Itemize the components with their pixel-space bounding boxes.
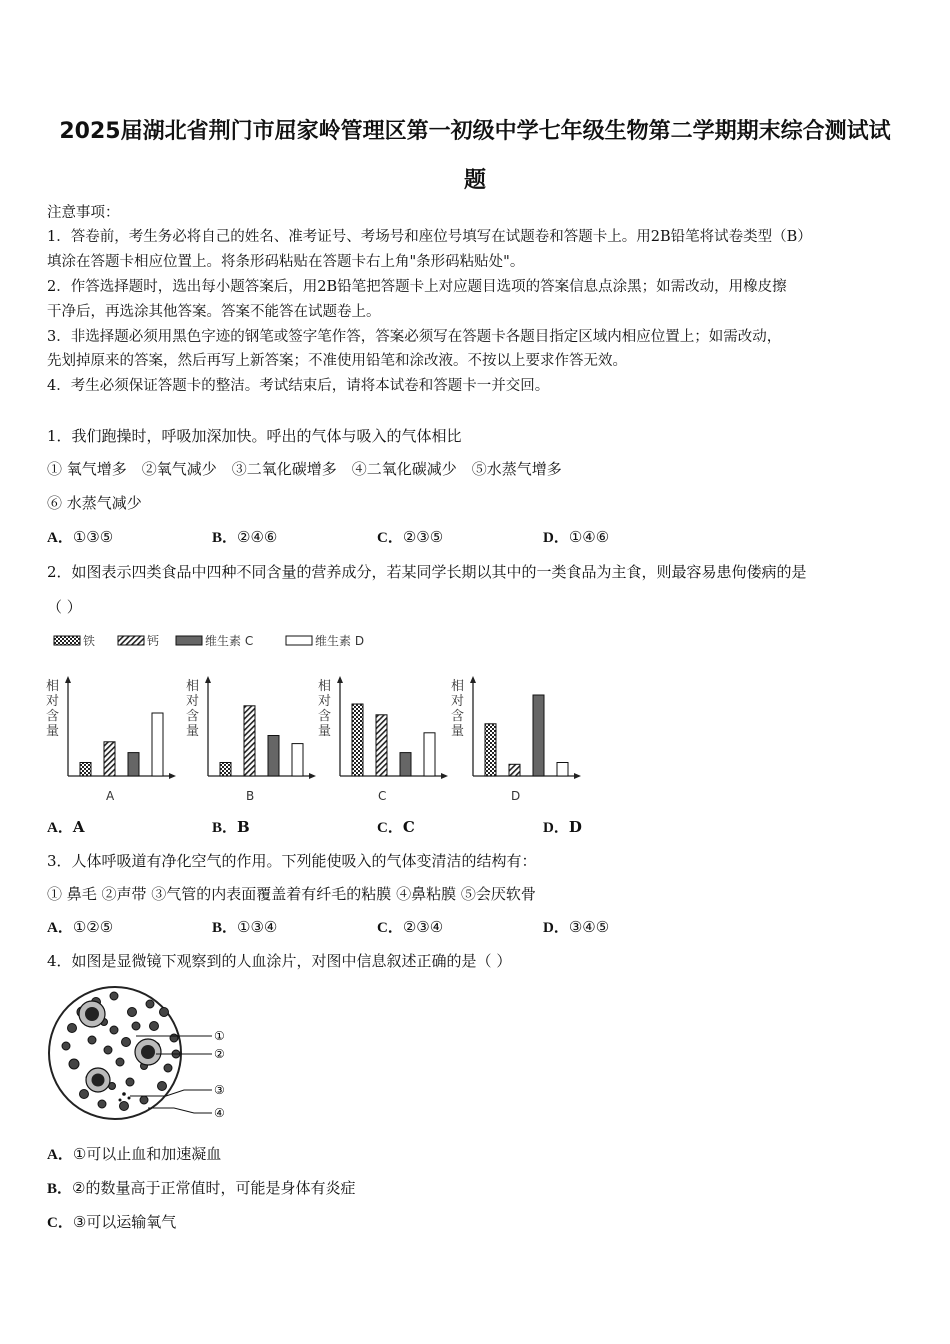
- legend-label: 铁: [83, 634, 96, 648]
- q3-items: ① 鼻毛 ②声带 ③气管的内表面覆盖着有纤毛的粘膜 ④鼻粘膜 ⑤会厌软骨: [47, 885, 536, 903]
- bar-D-3: [533, 695, 544, 776]
- q4-option-b[interactable]: B．②的数量高于正常值时，可能是身体有炎症: [47, 1179, 356, 1197]
- nutrition-bar-chart: [40, 628, 600, 808]
- q1-items-line1: ① 氧气增多 ②氧气减少 ③二氧化碳增多 ④二氧化碳减少 ⑤水蒸气增多: [47, 460, 562, 478]
- label-4: ④: [214, 1106, 225, 1120]
- y-axis-label-char: 相: [46, 679, 60, 694]
- y-axis-arrow: [65, 676, 71, 683]
- notes-line: 3．非选择题必须用黑色字迹的钢笔或签字笔作答，答案必须写在答题卡各题目指定区域内相应位置上；如需改动，: [47, 329, 782, 345]
- label-2: ②: [214, 1047, 225, 1061]
- y-axis-label-char: 含: [451, 709, 465, 724]
- bar-A-3: [128, 753, 139, 776]
- x-axis-arrow: [309, 773, 316, 779]
- notes-line: 1．答卷前，考生务必将自己的姓名、准考证号、考场号和座位号填写在试题卷和答题卡上。用2B铅笔将试卷类型（B）: [47, 229, 812, 245]
- y-axis-arrow: [470, 676, 476, 683]
- q4-option-a[interactable]: A．①可以止血和加速凝血: [47, 1145, 222, 1163]
- q3-option-a[interactable]: A．①②⑤: [47, 918, 114, 936]
- bar-B-4: [292, 744, 303, 776]
- notes-line: 填涂在答题卡相应位置上。将条形码粘贴在答题卡右上角"条形码粘贴处"。: [47, 254, 525, 270]
- y-axis-arrow: [205, 676, 211, 683]
- q1-stem: 1．我们跑操时，呼吸加深加快。呼出的气体与吸入的气体相比: [47, 427, 462, 445]
- y-axis-label-char: 量: [46, 724, 60, 739]
- y-axis-label-char: 对: [451, 694, 465, 709]
- q1-option-a[interactable]: A．①③⑤: [47, 528, 114, 546]
- legend-swatch: [118, 636, 144, 645]
- x-axis-arrow: [169, 773, 176, 779]
- notes-line: 干净后，再选涂其他答案。答案不能答在试题卷上。: [47, 304, 381, 320]
- q4-option-c[interactable]: C．③可以运输氧气: [47, 1213, 177, 1231]
- bar-D-2: [509, 764, 520, 776]
- q4-stem: 4．如图是显微镜下观察到的人血涂片，对图中信息叙述正确的是（ ）: [47, 952, 512, 970]
- y-axis-label-char: 含: [318, 709, 332, 724]
- legend-label: 维生素 C: [205, 634, 254, 648]
- x-axis-arrow: [574, 773, 581, 779]
- notes-heading: 注意事项：: [47, 205, 120, 221]
- q3-option-d[interactable]: D．③④⑤: [543, 918, 610, 936]
- bar-B-2: [244, 706, 255, 776]
- x-axis-arrow: [441, 773, 448, 779]
- bar-D-1: [485, 724, 496, 776]
- bar-D-4: [557, 763, 568, 777]
- q2-bracket: （ ）: [47, 598, 82, 616]
- label-3: ③: [214, 1083, 225, 1097]
- group-label: C: [378, 789, 387, 803]
- q2-stem: 2．如图表示四类食品中四种不同含量的营养成分，若某同学长期以其中的一类食品为主食，则最容易患佝偻病的是: [47, 563, 807, 581]
- q2-option-b[interactable]: B．B: [212, 818, 250, 836]
- q1-option-d[interactable]: D．①④⑥: [543, 528, 610, 546]
- y-axis-label-char: 量: [318, 724, 332, 739]
- legend-label: 维生素 D: [315, 634, 365, 648]
- bar-C-2: [376, 715, 387, 776]
- legend-swatch: [54, 636, 80, 645]
- exam-title-line2: 题: [463, 168, 486, 193]
- bar-A-4: [152, 713, 163, 776]
- y-axis-label-char: 量: [451, 724, 465, 739]
- bar-C-3: [400, 753, 411, 776]
- y-axis-label-char: 相: [451, 679, 465, 694]
- y-axis-label-char: 量: [186, 724, 200, 739]
- notes-line: 2．作答选择题时，选出每小题答案后，用2B铅笔把答题卡上对应题目选项的答案信息点涂黑；如需改动，用橡皮擦: [47, 279, 787, 295]
- bar-C-4: [424, 733, 435, 776]
- y-axis-arrow: [337, 676, 343, 683]
- q2-option-a[interactable]: A．A: [47, 818, 85, 836]
- notes-line: 4．考生必须保证答题卡的整洁。考试结束后，请将本试卷和答题卡一并交回。: [47, 378, 550, 394]
- bar-B-3: [268, 736, 279, 777]
- q2-option-c[interactable]: C．C: [377, 818, 415, 836]
- group-label: A: [106, 789, 115, 803]
- legend-label: 钙: [147, 634, 160, 648]
- blood-smear-figure: [44, 982, 244, 1130]
- y-axis-label-char: 相: [318, 679, 332, 694]
- bar-A-2: [104, 742, 115, 776]
- y-axis-label-char: 对: [46, 694, 60, 709]
- bar-A-1: [80, 763, 91, 777]
- q1-option-b[interactable]: B．②④⑥: [212, 528, 278, 546]
- group-label: B: [246, 789, 255, 803]
- y-axis-label-char: 对: [186, 694, 200, 709]
- group-label: D: [511, 789, 521, 803]
- y-axis-label-char: 含: [186, 709, 200, 724]
- q1-option-c[interactable]: C．②③⑤: [377, 528, 444, 546]
- q1-items-line2: ⑥ 水蒸气减少: [47, 494, 142, 512]
- q3-stem: 3．人体呼吸道有净化空气的作用。下列能使吸入的气体变清洁的结构有：: [47, 852, 537, 870]
- y-axis-label-char: 相: [186, 679, 200, 694]
- legend-swatch: [286, 636, 312, 645]
- bar-B-1: [220, 763, 231, 777]
- q3-option-b[interactable]: B．①③④: [212, 918, 278, 936]
- bar-C-1: [352, 704, 363, 776]
- q3-option-c[interactable]: C．②③④: [377, 918, 444, 936]
- legend-swatch: [176, 636, 202, 645]
- label-1: ①: [214, 1029, 225, 1043]
- notes-line: 先划掉原来的答案，然后再写上新答案；不准使用铅笔和涂改液。不按以上要求作答无效。: [47, 353, 627, 369]
- exam-title-line1: 2025届湖北省荆门市屈家岭管理区第一初级中学七年级生物第二学期期末综合测试试: [59, 119, 891, 144]
- y-axis-label-char: 对: [318, 694, 332, 709]
- q2-option-d[interactable]: D．D: [543, 818, 582, 836]
- y-axis-label-char: 含: [46, 709, 60, 724]
